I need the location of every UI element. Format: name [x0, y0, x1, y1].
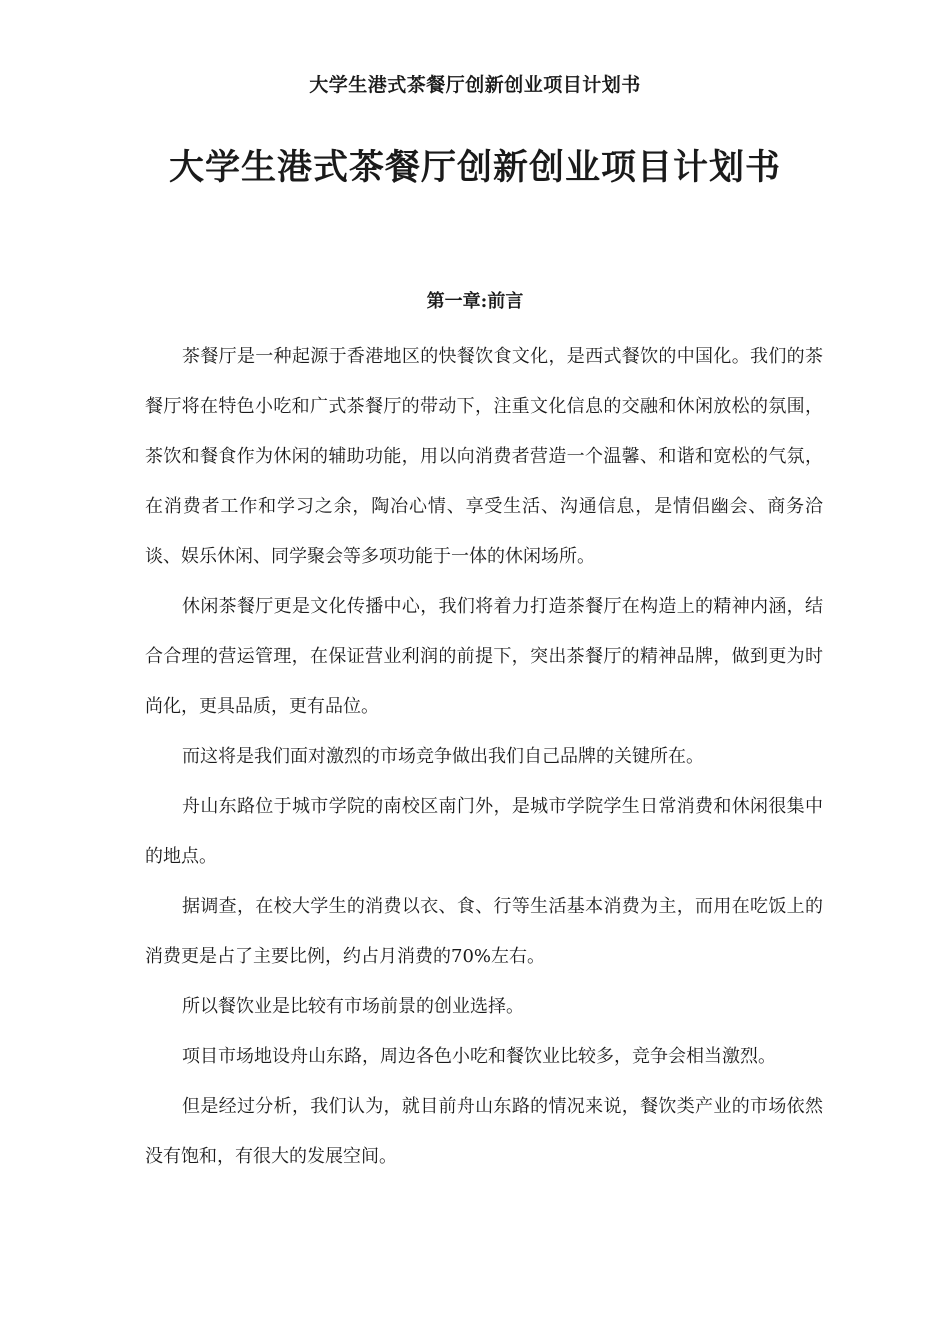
paragraph: 休闲茶餐厅更是文化传播中心，我们将着力打造茶餐厅在构造上的精神内涵，结合合理的营运管理，在保证营业利润的前提下，突出茶餐厅的精神品牌，做到更为时尚化，更具品质，更有品位。	[145, 596, 823, 717]
paragraph: 项目市场地设舟山东路，周边各色小吃和餐饮业比较多，竞争会相当激烈。	[182, 1046, 776, 1067]
paragraph: 而这将是我们面对激烈的市场竞争做出我们自己品牌的关键所在。	[182, 746, 704, 767]
paragraph: 所以餐饮业是比较有市场前景的创业选择。	[182, 996, 524, 1017]
document-title: 大学生港式茶餐厅创新创业项目计划书	[168, 147, 781, 188]
running-header: 大学生港式茶餐厅创新创业项目计划书	[309, 74, 641, 96]
paragraph: 但是经过分析，我们认为，就目前舟山东路的情况来说，餐饮类产业的市场依然没有饱和，有很大的发展空间。	[145, 1096, 823, 1167]
paragraph: 据调查，在校大学生的消费以衣、食、行等生活基本消费为主，而用在吃饭上的消费更是占了主要比例，约占月消费的70%左右。	[145, 896, 823, 967]
body-text	[145, 332, 823, 1182]
paragraph: 茶餐厅是一种起源于香港地区的快餐饮食文化，是西式餐饮的中国化。我们的茶餐厅将在特色小吃和广式茶餐厅的带动下，注重文化信息的交融和休闲放松的氛围，茶饮和餐食作为休闲的辅助功能，用以向消费者营造一个温馨、和谐和宽松的气氛，在消费者工作和学习之余，陶冶心情、享受生活、沟通信息，是情侣幽会、商务洽谈、娱乐休闲、同学聚会等多项功能于一体的休闲场所。	[145, 346, 823, 567]
paragraph: 舟山东路位于城市学院的南校区南门外，是城市学院学生日常消费和休闲很集中的地点。	[145, 796, 823, 867]
chapter-heading: 第一章:前言	[426, 291, 524, 312]
